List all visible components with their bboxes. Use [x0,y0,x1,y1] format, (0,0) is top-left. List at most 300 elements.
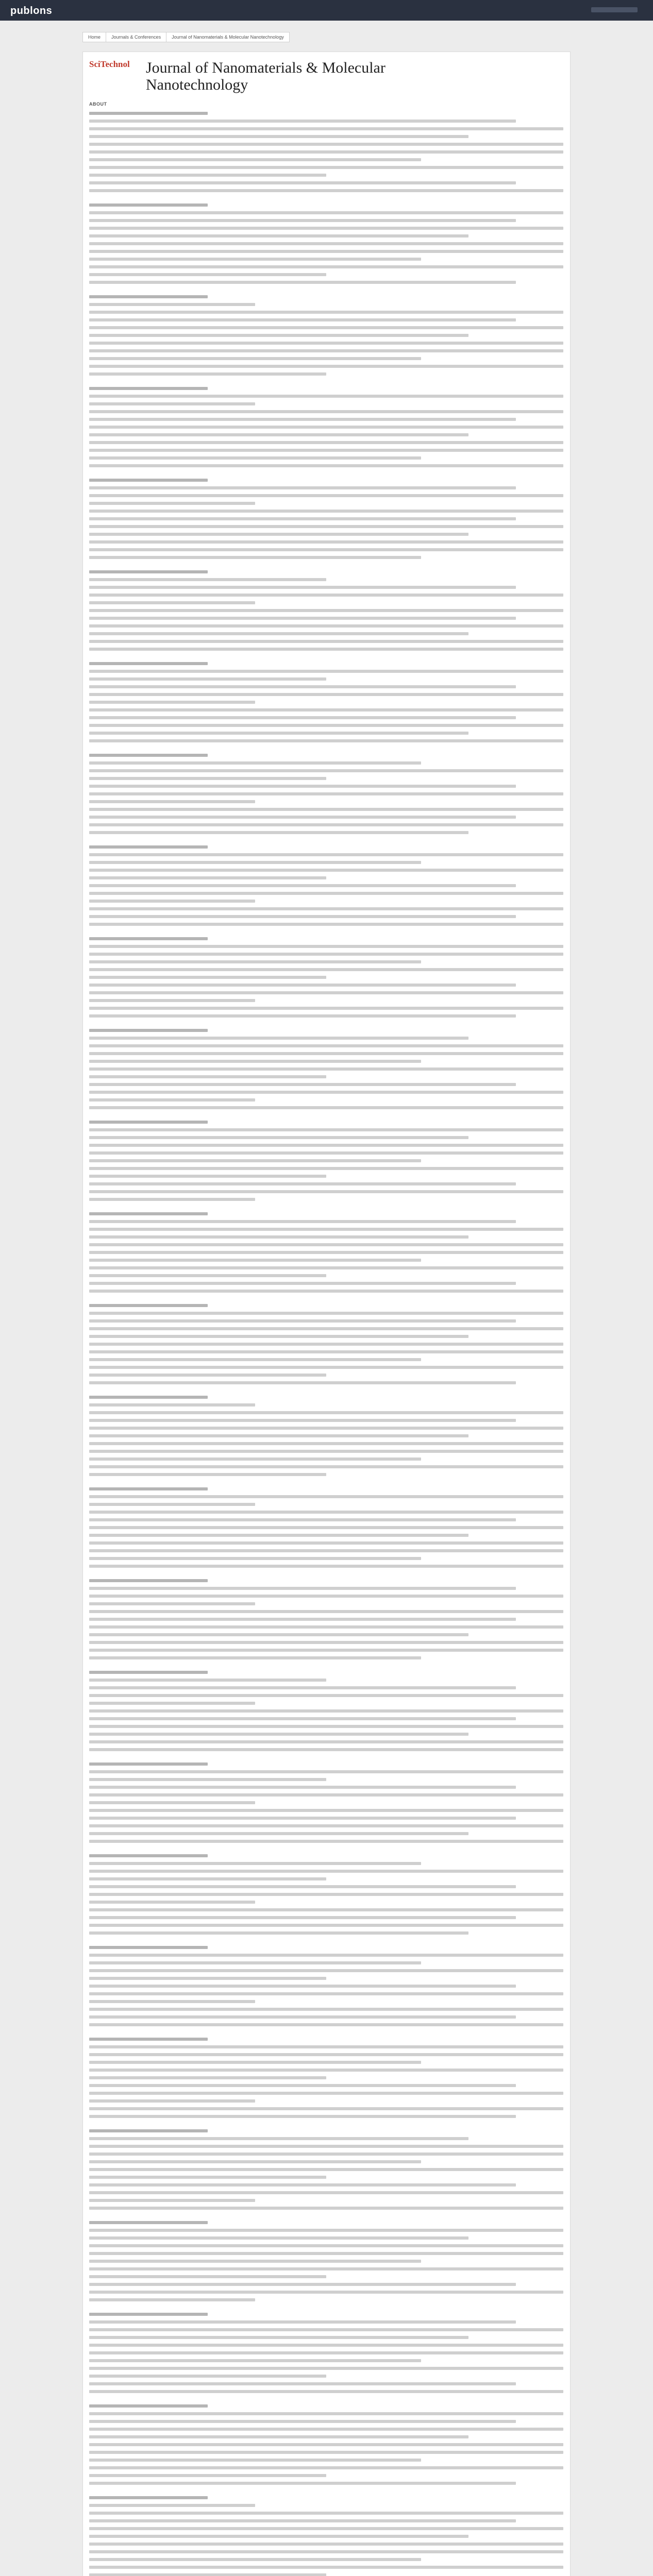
text-line [89,2527,563,2530]
text-line [89,2382,516,2385]
text-line [89,1901,255,1904]
text-line [89,2045,563,2048]
text-line [89,685,516,688]
text-line [89,1924,563,1927]
text-line [89,2459,421,2462]
text-line [89,960,421,963]
text-line [89,1649,563,1652]
text-line [89,609,563,612]
text-line [89,2573,326,2576]
text-line [89,845,208,849]
text-line [89,968,563,971]
text-line [89,594,563,597]
journal-card [82,52,571,2576]
text-line [89,1801,255,1804]
text-line [89,1633,468,1636]
text-line [89,158,421,161]
text-line [89,2115,516,2118]
text-line [89,318,516,321]
text-line [89,2359,421,2362]
text-line [89,211,563,214]
text-line [89,433,468,436]
text-line [89,739,563,742]
text-line [89,1557,421,1560]
text-line [89,2229,563,2232]
about-text [89,112,563,2576]
text-line [89,1419,516,1422]
text-line [89,1733,468,1736]
text-line [89,1641,563,1644]
text-line [89,1541,563,1545]
text-line [89,502,255,505]
text-line [89,441,563,444]
text-line [89,2038,208,2041]
text-line [89,326,563,329]
text-line [89,1702,255,1705]
text-line [89,2351,563,2354]
text-line [89,2236,468,2240]
text-line [89,1587,516,1590]
text-line [89,1427,563,1430]
text-line [89,1128,563,1131]
text-line [89,1366,563,1369]
text-line [89,1610,563,1613]
text-line [89,785,516,788]
text-line [89,464,563,467]
text-line [89,2129,208,2132]
text-line [89,1686,516,1689]
text-line [89,479,208,482]
text-line [89,578,326,581]
text-line [89,570,208,573]
text-line [89,1793,563,1797]
text-line [89,1259,421,1262]
text-line [89,1335,468,1338]
text-line [89,1266,563,1269]
text-line [89,418,516,421]
text-line [89,617,516,620]
text-line [89,907,563,910]
text-line [89,2183,516,2187]
text-line [89,365,563,368]
text-line [89,884,516,887]
text-line [89,1579,208,1582]
text-line [89,861,421,864]
text-line [89,1220,516,1223]
text-line [89,456,421,460]
text-line [89,648,563,651]
text-line [89,761,421,765]
text-line [89,250,563,253]
text-line [89,1358,421,1361]
text-line [89,135,468,138]
text-line [89,2145,563,2148]
text-line [89,2328,563,2331]
text-line [89,2267,563,2270]
text-line [89,1044,563,1047]
text-line [89,2512,563,2515]
user-menu[interactable] [591,7,638,12]
breadcrumb-journals[interactable]: Journals & Conferences [106,32,166,42]
text-line [89,991,563,994]
text-line [89,242,563,245]
text-line [89,2008,563,2011]
text-line [89,1374,326,1377]
text-line [89,1870,563,1873]
text-line [89,1465,563,1468]
text-line [89,166,563,169]
text-line [89,937,208,940]
text-line [89,342,563,345]
text-line [89,1060,421,1063]
text-line [89,1770,563,1773]
text-line [89,548,563,551]
text-line [89,357,421,360]
text-line [89,1656,421,1659]
text-line [89,1167,563,1170]
text-line [89,402,255,405]
text-line [89,769,563,772]
text-line [89,2558,421,2561]
text-line [89,869,563,872]
text-line [89,1136,468,1139]
text-line [89,189,563,192]
text-line [89,120,516,123]
text-line [89,1946,208,1949]
text-line [89,2428,563,2431]
top-navbar [0,0,653,21]
text-line [89,1473,326,1476]
text-line [89,1091,563,1094]
text-line [89,1717,516,1720]
text-line [89,732,468,735]
text-line [89,204,208,207]
text-line [89,219,516,222]
text-line [89,2015,516,2019]
text-line [89,1381,516,1384]
text-line [89,1312,563,1315]
text-line [89,1709,563,1713]
text-line [89,2298,255,2301]
text-line [89,311,563,314]
text-line [89,1824,563,1827]
text-line [89,1274,326,1277]
text-line [89,1029,208,1032]
text-line [89,1817,516,1820]
text-line [89,624,563,628]
text-line [89,1992,563,1995]
text-line [89,1862,421,1865]
text-line [89,1916,516,1919]
text-line [89,295,208,298]
text-line [89,976,326,979]
page-title: Journal of Nanomaterials & Molecular Nanotechnology [146,59,386,93]
text-line [89,923,563,926]
text-line [89,181,516,184]
text-line [89,2443,563,2446]
text-line [89,127,563,130]
text-line [89,724,563,727]
breadcrumb-current: Journal of Nanomaterials & Molecular Nanotechnology [166,32,290,42]
text-line [89,1075,326,1078]
text-line [89,601,255,604]
text-line [89,2466,563,2469]
text-line [89,1602,255,1605]
text-line [89,1403,255,1406]
text-line [89,708,563,711]
text-line [89,1052,563,1055]
text-line [89,1343,563,1346]
text-line [89,1885,516,1888]
text-line [89,1228,563,1231]
text-line [89,1778,326,1781]
text-line [89,265,563,268]
text-line [89,1893,563,1896]
text-line [89,2191,563,2194]
text-line [89,1098,255,1101]
text-line [89,1518,516,1521]
text-line [89,2504,255,2507]
text-line [89,2482,516,2485]
text-line [89,945,563,948]
text-line [89,716,516,719]
text-line [89,823,563,826]
text-line [89,670,563,673]
text-line [89,372,326,376]
text-line [89,1877,326,1880]
text-line [89,1748,563,1751]
text-line [89,1450,563,1453]
text-line [89,2566,563,2569]
text-line [89,486,516,489]
text-line [89,2252,563,2255]
text-line [89,1350,563,1353]
journal-logo: SciTechnol [89,59,130,69]
text-line [89,1434,468,1437]
text-line [89,2519,516,2522]
text-line [89,1487,208,1490]
text-line [89,2336,468,2339]
text-line [89,2412,563,2415]
text-line [89,2023,563,2026]
text-line [89,1175,326,1178]
text-line [89,234,468,238]
text-line [89,1411,563,1414]
text-line [89,915,516,918]
text-line [89,1762,208,1766]
text-line [89,273,326,276]
text-line [89,2550,563,2553]
text-line [89,1144,563,1147]
text-line [89,1282,516,1285]
text-line [89,2069,563,2072]
text-line [89,1694,563,1697]
text-line [89,1985,516,1988]
text-line [89,2107,563,2110]
text-line [89,1251,563,1254]
text-line [89,2535,468,2538]
text-line [89,2099,255,2103]
text-line [89,2260,421,2263]
text-line [89,2092,563,2095]
text-line [89,1526,563,1529]
text-line [89,953,563,956]
text-line [89,800,255,803]
text-line [89,387,208,390]
text-line [89,808,563,811]
text-line [89,1442,563,1445]
text-line [89,999,255,1002]
text-line [89,1534,468,1537]
text-line [89,2404,208,2408]
text-line [89,2313,208,2316]
text-line [89,303,255,306]
text-line [89,1304,208,1307]
text-line [89,2320,516,2324]
text-line [89,2344,563,2347]
breadcrumb-home[interactable]: Home [82,32,106,42]
text-line [89,1549,563,1552]
text-line [89,2543,563,2546]
text-line [89,2061,421,2064]
text-line [89,395,563,398]
text-line [89,754,208,757]
text-line [89,1014,516,1018]
about-heading: ABOUT [89,101,107,107]
text-line [89,227,563,230]
text-line [89,150,563,154]
text-line [89,984,516,987]
text-line [89,677,326,681]
text-line [89,540,563,544]
text-line [89,1083,516,1086]
text-line [89,2435,468,2438]
text-line [89,816,516,819]
publons-logo[interactable]: publons [10,5,53,16]
text-line [89,2375,326,2378]
text-line [89,2221,208,2224]
text-line [89,533,468,536]
text-line [89,1671,208,1674]
text-line [89,2076,326,2079]
text-line [89,2207,563,2210]
text-line [89,1396,208,1399]
text-line [89,1511,563,1514]
text-line [89,1595,563,1598]
text-line [89,1931,468,1935]
text-line [89,701,255,704]
text-line [89,494,563,497]
text-line [89,2176,326,2179]
text-line [89,2084,516,2087]
text-line [89,2291,563,2294]
text-line [89,1786,516,1789]
text-line [89,1969,563,1972]
text-line [89,1565,563,1568]
text-line [89,792,563,795]
text-line [89,1954,563,1957]
text-line [89,1740,563,1743]
text-line [89,1809,563,1812]
text-line [89,517,516,520]
breadcrumb [82,32,289,42]
text-line [89,876,326,879]
text-line [89,1037,468,1040]
text-line [89,510,563,513]
text-line [89,426,563,429]
text-line [89,1182,516,1185]
text-line [89,1679,326,1682]
text-line [89,2244,563,2247]
text-line [89,143,563,146]
text-line [89,1725,563,1728]
text-line [89,281,516,284]
text-line [89,1198,255,1201]
text-line [89,174,326,177]
text-line [89,1458,421,1461]
text-line [89,1840,563,1843]
text-line [89,1151,563,1155]
text-line [89,1618,516,1621]
text-line [89,2367,563,2370]
text-line [89,1159,421,1162]
text-line [89,2160,421,2163]
text-line [89,1832,468,1835]
text-line [89,2153,563,2156]
text-line [89,2390,563,2393]
text-line [89,2474,326,2477]
text-line [89,2451,563,2454]
text-line [89,632,468,635]
text-line [89,2420,516,2423]
text-line [89,1106,563,1109]
text-line [89,1243,563,1246]
text-line [89,662,208,665]
text-line [89,892,563,895]
text-line [89,900,255,903]
text-line [89,1190,563,1193]
text-line [89,1235,468,1239]
text-line [89,1625,563,1629]
text-line [89,640,563,643]
text-line [89,1067,563,1071]
text-line [89,112,208,115]
text-line [89,449,563,452]
text-line [89,410,563,413]
text-line [89,2000,255,2003]
text-line [89,1503,255,1506]
text-line [89,1290,563,1293]
text-line [89,1854,208,1857]
text-line [89,2168,563,2171]
text-line [89,1007,563,1010]
text-line [89,777,326,780]
text-line [89,2199,255,2202]
text-line [89,1121,208,1124]
text-line [89,693,563,696]
text-line [89,2283,516,2286]
text-line [89,1212,208,1215]
text-line [89,1319,516,1323]
text-line [89,2275,326,2278]
text-line [89,258,421,261]
text-line [89,349,563,352]
text-line [89,1908,563,1911]
text-line [89,2137,468,2140]
text-line [89,334,468,337]
text-line [89,1977,326,1980]
text-line [89,1495,563,1498]
